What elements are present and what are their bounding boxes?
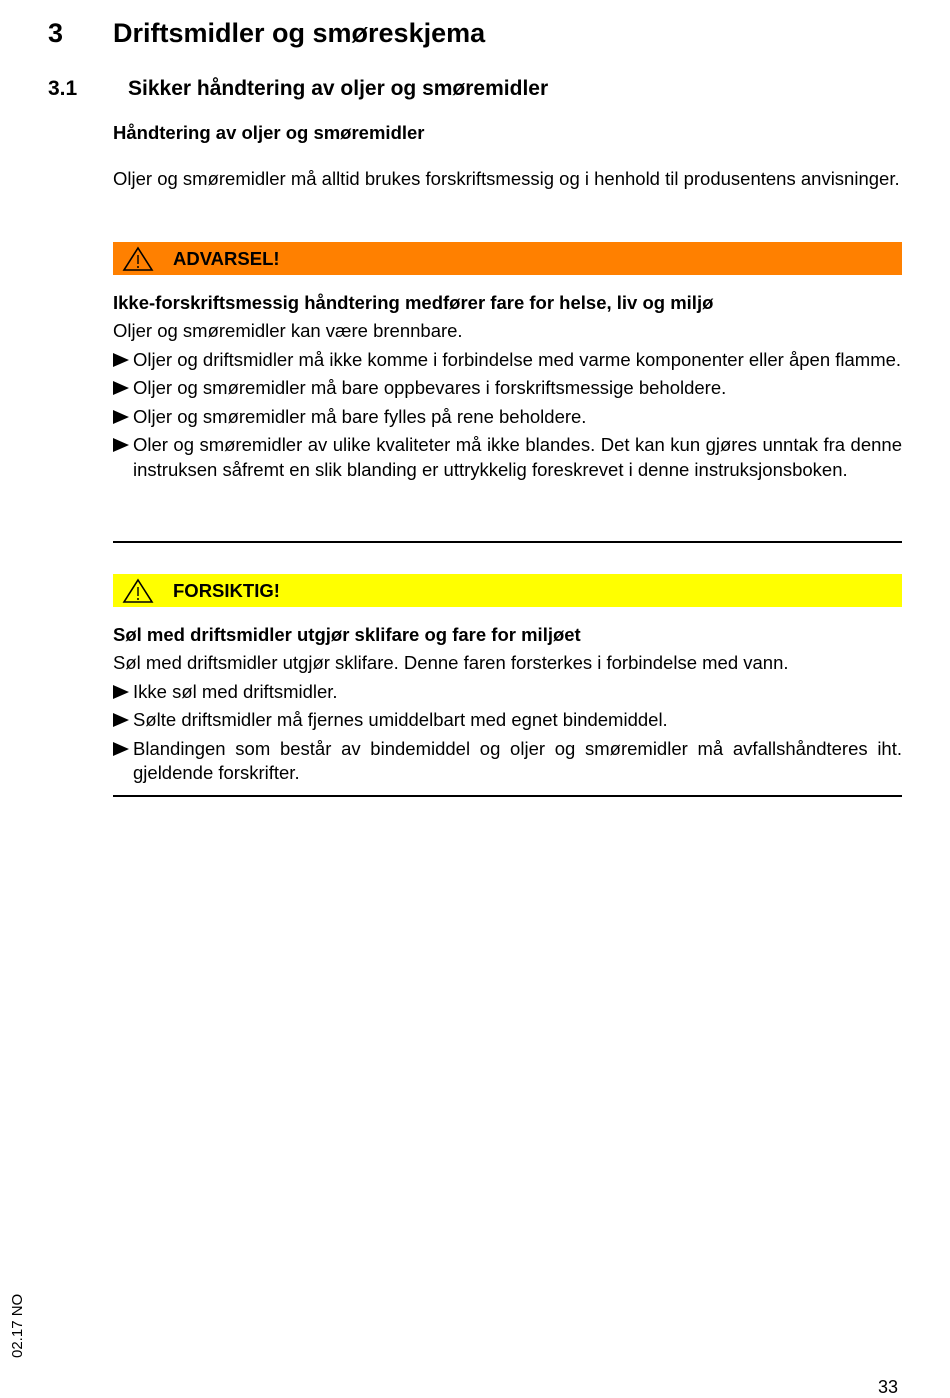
section-number: 3.1 (48, 77, 78, 100)
arrow-bullet-icon (113, 713, 129, 727)
warning-text: Oljer og smøremidler kan være brennbare. (113, 320, 463, 341)
warning-note (113, 242, 902, 482)
caution-text: Søl med driftsmidler utgjør sklifare. Denne faren forsterkes i forbindelse med vann. (113, 652, 789, 673)
bullet-text: Ikke søl med driftsmidler. (133, 680, 338, 702)
section-heading (48, 75, 548, 103)
list-item (113, 433, 902, 482)
intro-paragraph: Oljer og smøremidler må alltid brukes forskriftsmessig og i henhold til produsentens anvisninger. (113, 168, 900, 189)
arrow-bullet-icon (113, 381, 129, 395)
caution-banner (113, 574, 902, 607)
list-item (113, 405, 902, 430)
subsection-title: Håndtering av oljer og smøremidler (113, 122, 425, 143)
arrow-bullet-icon (113, 410, 129, 424)
warning-bullet-list (113, 348, 902, 483)
caution-divider (113, 795, 902, 797)
caution-note (113, 574, 902, 786)
warning-triangle-icon (122, 578, 154, 604)
section-title: Sikker håndtering av oljer og smøremidler (128, 77, 549, 100)
bullet-text: Blandingen som består av bindemiddel og oljer og smøremidler må avfallshåndteres iht. gjeldende forskrifter. (133, 737, 902, 783)
bullet-text: Oljer og smøremidler må bare fylles på rene beholdere. (133, 405, 587, 427)
warning-heading: Ikke-forskriftsmessig håndtering medfører fare for helse, liv og miljø (113, 292, 714, 313)
bullet-text: Oler og smøremidler av ulike kvaliteter må ikke blandes. Det kan kun gjøres unntak fra denne instruksen såfremt en slik blanding er uttrykkelig foreskrevet i denne instruksjonsboken. (133, 434, 902, 480)
bullet-text: Oljer og driftsmidler må ikke komme i forbindelse med varme komponenter eller åpen flamme. (133, 348, 902, 370)
caution-heading: Søl med driftsmidler utgjør sklifare og fare for miljøet (113, 624, 581, 645)
warning-triangle-icon (122, 246, 154, 272)
list-item (113, 680, 902, 705)
chapter-heading (48, 16, 485, 50)
warning-signal-word: ADVARSEL! (173, 248, 280, 269)
caution-bullet-list (113, 680, 902, 786)
list-item (113, 708, 902, 733)
list-item (113, 376, 902, 401)
arrow-bullet-icon (113, 742, 129, 756)
arrow-bullet-icon (113, 353, 129, 367)
bullet-text: Oljer og smøremidler må bare oppbevares i forskriftsmessige beholdere. (133, 377, 727, 398)
arrow-bullet-icon (113, 438, 129, 452)
bullet-text: Sølte driftsmidler må fjernes umiddelbart med egnet bindemiddel. (133, 709, 668, 730)
chapter-title: Driftsmidler og smøreskjema (113, 18, 486, 48)
chapter-number: 3 (48, 18, 64, 48)
document-code: 02.17 NO (9, 1293, 26, 1358)
warning-divider (113, 541, 902, 543)
list-item (113, 737, 902, 786)
caution-signal-word: FORSIKTIG! (173, 580, 280, 601)
list-item (113, 348, 902, 373)
arrow-bullet-icon (113, 685, 129, 699)
warning-banner (113, 242, 902, 275)
page-number: 33 (878, 1377, 899, 1397)
